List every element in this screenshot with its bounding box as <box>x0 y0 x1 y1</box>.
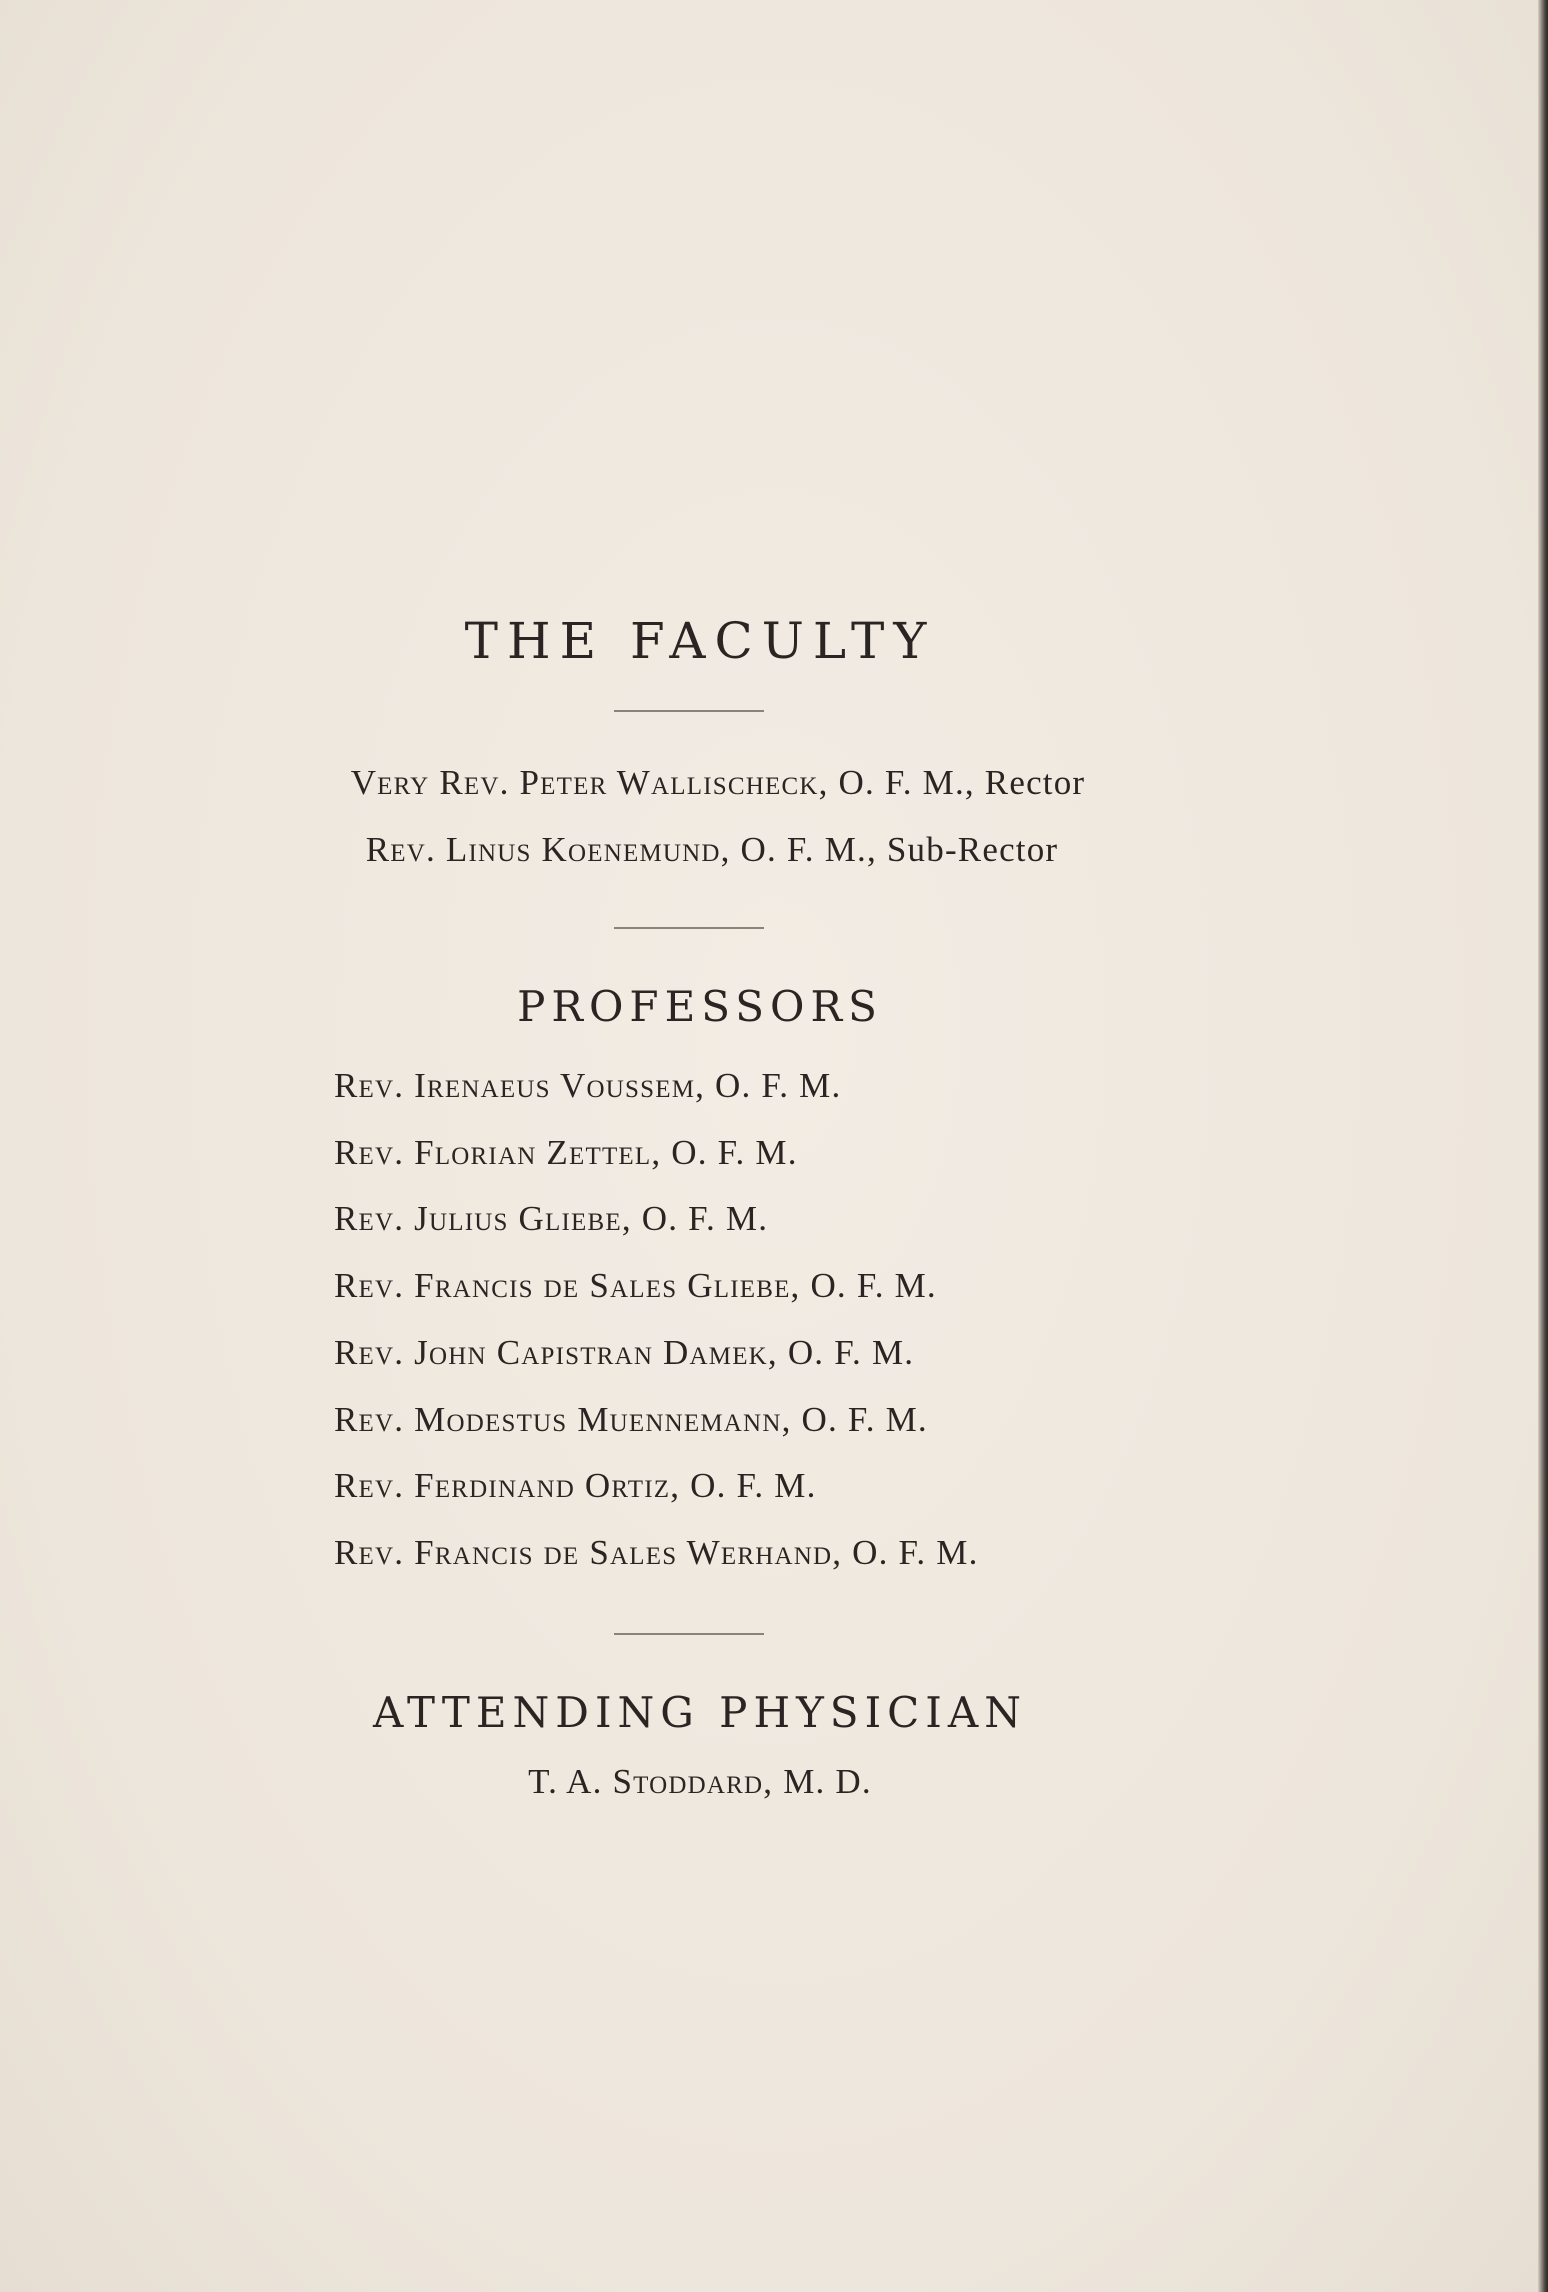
physician-heading: ATTENDING PHYSICIAN <box>373 1688 1027 1737</box>
divider <box>614 1633 764 1635</box>
page-edge <box>1538 0 1548 2292</box>
professor-item: Rev. Florian Zettel, O. F. M. <box>334 1133 798 1172</box>
officer-name: Rev. Linus Koenemund, O. F. M., <box>365 830 877 869</box>
professor-item: Rev. Modestus Muennemann, O. F. M. <box>334 1400 928 1439</box>
divider <box>614 927 764 929</box>
professor-item: Rev. Francis de Sales Werhand, O. F. M. <box>334 1533 979 1572</box>
professor-item: Rev. Ferdinand Ortiz, O. F. M. <box>334 1466 817 1505</box>
professor-item: Rev. Irenaeus Voussem, O. F. M. <box>334 1066 842 1105</box>
page-title: THE FACULTY <box>464 612 936 670</box>
professor-item: Rev. John Capistran Damek, O. F. M. <box>334 1333 915 1372</box>
officer-role: Sub-Rector <box>886 830 1059 869</box>
officer-name: Very Rev. Peter Wallischeck, O. F. M., <box>350 763 975 802</box>
professors-heading: PROFESSORS <box>517 982 883 1031</box>
physician-name: T. A. Stoddard, M. D. <box>528 1762 872 1801</box>
officer-rector <box>18 763 1418 803</box>
divider <box>614 710 764 712</box>
officer-role: Rector <box>984 763 1086 802</box>
professor-item: Rev. Julius Gliebe, O. F. M. <box>334 1199 769 1238</box>
professor-item: Rev. Francis de Sales Gliebe, O. F. M. <box>334 1266 937 1305</box>
officer-sub-rector <box>12 830 1412 870</box>
